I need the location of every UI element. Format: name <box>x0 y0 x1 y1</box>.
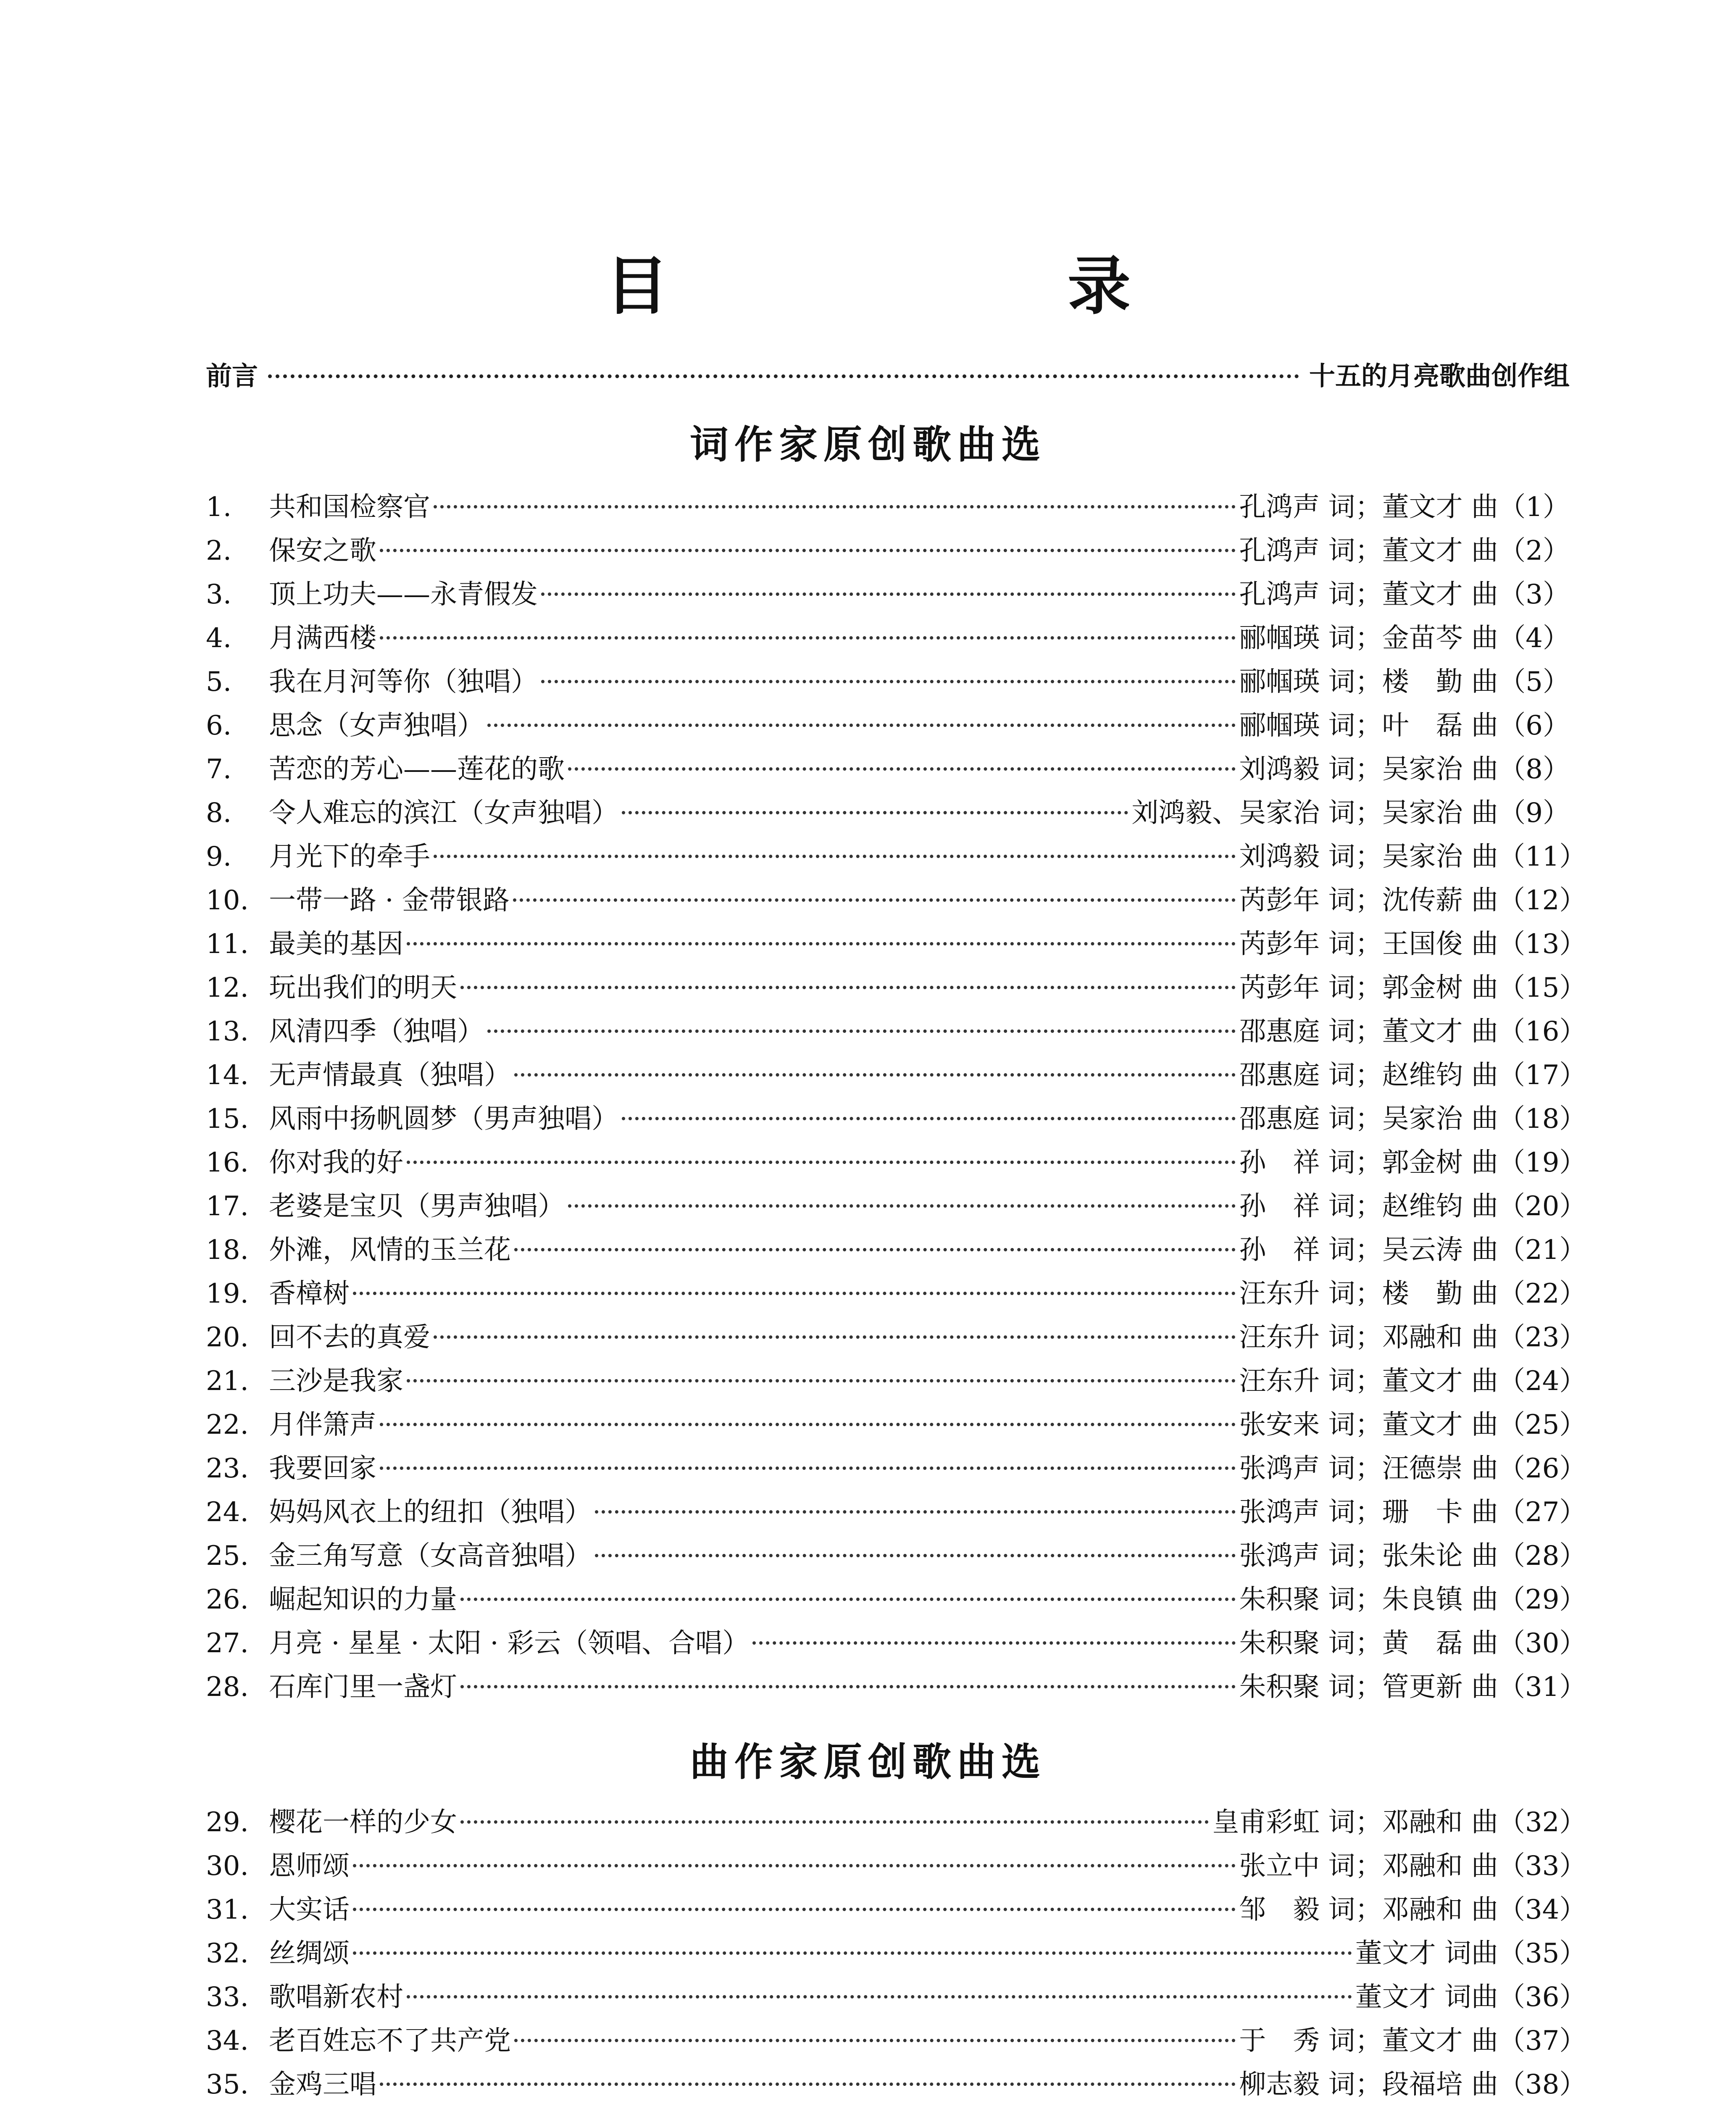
lyricist-composer-credit: 朱积聚 词；黄 磊 曲 <box>1239 1628 1498 1659</box>
entry-number: 35. <box>206 2069 249 2100</box>
dot-leader <box>407 1995 1352 1998</box>
dot-leader <box>407 1161 1236 1164</box>
entry-number: 16. <box>206 1147 249 1178</box>
page-number: （36） <box>1498 1982 1586 2013</box>
entry-number: 24. <box>206 1497 249 1528</box>
lyricist-composer-credit: 朱积聚 词；管更新 曲 <box>1239 1672 1498 1703</box>
toc-entry[interactable] <box>206 922 1586 966</box>
page-number: （33） <box>1498 1851 1586 1882</box>
toc-entry[interactable] <box>206 966 1586 1010</box>
dot-leader <box>513 898 1236 902</box>
dot-leader <box>380 549 1236 552</box>
entry-number: 19. <box>206 1278 249 1309</box>
lyricist-composer-credit: 孙 祥 词；吴云涛 曲 <box>1239 1235 1498 1266</box>
lyricist-composer-credit: 皇甫彩虹 词；邓融和 曲 <box>1212 1807 1498 1838</box>
entry-number: 7. <box>206 754 232 785</box>
entry-number: 4. <box>206 623 232 654</box>
page-number: （12） <box>1498 885 1586 916</box>
page-number: （30） <box>1498 1628 1586 1659</box>
song-title: 最美的基因 <box>269 929 403 960</box>
page-number: （35） <box>1498 1938 1586 1969</box>
song-title: 月光下的牵手 <box>269 841 430 872</box>
song-title: 石库门里一盏灯 <box>269 1672 457 1703</box>
entry-number: 13. <box>206 1016 249 1047</box>
page-number: （19） <box>1498 1147 1586 1178</box>
entry-number: 29. <box>206 1807 249 1838</box>
section-title-lyricists: 词作家原创歌曲选 <box>689 422 1046 467</box>
toc-entry[interactable] <box>206 2019 1586 2063</box>
lyricist-composer-credit: 芮彭年 词；王国俊 曲 <box>1239 929 1498 960</box>
lyricist-composer-credit: 孔鸿声 词；董文才 曲 <box>1239 492 1498 523</box>
page-number: （15） <box>1498 972 1586 1003</box>
dot-leader <box>487 724 1236 727</box>
song-title: 无声情最真（独唱） <box>269 1060 511 1091</box>
lyricist-composer-credit: 邵惠庭 词；吴家治 曲 <box>1239 1103 1498 1135</box>
toc-entry[interactable] <box>206 1578 1586 1622</box>
preface-row[interactable] <box>206 355 1570 392</box>
toc-entry[interactable] <box>206 1888 1586 1932</box>
toc-list-lyricists <box>206 485 1586 1709</box>
toc-entry[interactable] <box>206 879 1586 922</box>
dot-leader <box>460 1598 1236 1601</box>
song-title: 老百姓忘不了共产党 <box>269 2025 511 2056</box>
toc-entry[interactable] <box>206 748 1570 791</box>
song-title: 恩师颂 <box>269 1851 350 1882</box>
lyricist-composer-credit: 郦帼瑛 词；金苗芩 曲 <box>1239 623 1498 654</box>
toc-entry[interactable] <box>206 1097 1586 1141</box>
entry-number: 25. <box>206 1540 249 1572</box>
song-title: 月亮 · 星星 · 太阳 · 彩云（领唱、合唱） <box>269 1628 750 1659</box>
toc-entry[interactable] <box>206 1490 1586 1534</box>
page-number: （24） <box>1498 1366 1586 1397</box>
entry-number: 34. <box>206 2025 249 2056</box>
toc-entry[interactable] <box>206 616 1570 660</box>
page-number: （8） <box>1499 754 1570 785</box>
entry-number: 10. <box>206 885 249 916</box>
song-title: 回不去的真爱 <box>269 1322 430 1353</box>
song-title: 三沙是我家 <box>269 1366 403 1397</box>
lyricist-composer-credit: 董文才 词曲 <box>1355 1938 1498 1969</box>
dot-leader <box>752 1641 1236 1645</box>
page-number: （28） <box>1498 1540 1586 1572</box>
toc-entry[interactable] <box>206 1272 1586 1316</box>
toc-entry[interactable] <box>206 1053 1586 1097</box>
dot-leader <box>353 1864 1236 1867</box>
song-title: 思念（女声独唱） <box>269 710 484 741</box>
entry-number: 5. <box>206 666 232 698</box>
toc-entry[interactable] <box>206 1801 1586 1844</box>
page-number: （25） <box>1498 1409 1586 1440</box>
toc-entry[interactable] <box>206 1932 1586 1975</box>
lyricist-composer-credit: 柳志毅 词；段福培 曲 <box>1239 2069 1498 2100</box>
toc-entry[interactable] <box>206 835 1586 879</box>
lyricist-composer-credit: 孔鸿声 词；董文才 曲 <box>1239 535 1498 566</box>
toc-entry[interactable] <box>206 573 1570 616</box>
entry-number: 28. <box>206 1672 249 1703</box>
song-title: 崛起知识的力量 <box>269 1584 457 1615</box>
toc-entry[interactable] <box>206 1228 1586 1272</box>
page-number: （18） <box>1498 1103 1586 1135</box>
dot-leader <box>568 767 1236 771</box>
dot-leader <box>407 942 1236 945</box>
page-number: （11） <box>1498 841 1586 872</box>
song-title: 顶上功夫——永青假发 <box>269 579 538 610</box>
lyricist-composer-credit: 张安来 词；董文才 曲 <box>1239 1409 1498 1440</box>
entry-number: 6. <box>206 710 232 741</box>
dot-leader <box>595 1510 1236 1514</box>
toc-entry[interactable] <box>206 1975 1586 2019</box>
page-number: （37） <box>1498 2025 1586 2056</box>
lyricist-composer-credit: 邵惠庭 词；董文才 曲 <box>1239 1016 1498 1047</box>
lyricist-composer-credit: 邵惠庭 词；赵维钧 曲 <box>1239 1060 1498 1091</box>
entry-number: 21. <box>206 1366 249 1397</box>
song-title: 你对我的好 <box>269 1147 403 1178</box>
lyricist-composer-credit: 朱积聚 词；朱良镇 曲 <box>1239 1584 1498 1615</box>
dot-leader <box>514 1248 1236 1251</box>
lyricist-composer-credit: 刘鸿毅 词；吴家治 曲 <box>1239 754 1498 785</box>
dot-leader <box>622 811 1128 814</box>
lyricist-composer-credit: 刘鸿毅 词；吴家治 曲 <box>1239 841 1498 872</box>
lyricist-composer-credit: 孔鸿声 词；董文才 曲 <box>1239 579 1498 610</box>
lyricist-composer-credit: 郦帼瑛 词；叶 磊 曲 <box>1239 710 1498 741</box>
toc-entry[interactable] <box>206 791 1570 835</box>
page-number: （16） <box>1498 1016 1586 1047</box>
dot-leader <box>460 1820 1209 1824</box>
page-number: （6） <box>1499 710 1570 741</box>
toc-entry[interactable] <box>206 1665 1586 1709</box>
dot-leader <box>380 2083 1236 2086</box>
toc-entry[interactable] <box>206 1010 1586 1053</box>
entry-number: 26. <box>206 1584 249 1615</box>
entry-number: 33. <box>206 1982 249 2013</box>
song-title: 玩出我们的明天 <box>269 972 457 1003</box>
entry-number: 1. <box>206 492 232 523</box>
dot-leader <box>622 1117 1236 1120</box>
toc-entry[interactable] <box>206 1359 1586 1403</box>
lyricist-composer-credit: 董文才 词曲 <box>1355 1982 1498 2013</box>
page-number: （27） <box>1498 1497 1586 1528</box>
dot-leader <box>380 1466 1236 1470</box>
entry-number: 30. <box>206 1851 249 1882</box>
lyricist-composer-credit: 孙 祥 词；赵维钧 曲 <box>1239 1191 1498 1222</box>
page-number: （32） <box>1498 1807 1586 1838</box>
dot-leader <box>434 855 1236 858</box>
song-title: 丝绸颂 <box>269 1938 350 1969</box>
lyricist-composer-credit: 张立中 词；邓融和 曲 <box>1239 1851 1498 1882</box>
song-title: 共和国检察官 <box>269 492 430 523</box>
page-number: （17） <box>1498 1060 1586 1091</box>
toc-entry[interactable] <box>206 1403 1586 1447</box>
song-title: 保安之歌 <box>269 535 376 566</box>
page-number: （29） <box>1498 1584 1586 1615</box>
dot-leader <box>541 592 1236 596</box>
lyricist-composer-credit: 孙 祥 词；郭金树 曲 <box>1239 1147 1498 1178</box>
toc-entry[interactable] <box>206 1534 1586 1578</box>
lyricist-composer-credit: 汪东升 词；董文才 曲 <box>1239 1366 1498 1397</box>
toc-entry[interactable] <box>206 2063 1586 2101</box>
song-title: 香樟树 <box>269 1278 350 1309</box>
page-number: （22） <box>1498 1278 1586 1309</box>
page-title: 目 录 <box>605 250 1299 323</box>
toc-list-composers <box>206 1801 1586 2101</box>
dot-leader <box>353 1908 1236 1911</box>
toc-entry[interactable] <box>206 1447 1586 1490</box>
entry-number: 2. <box>206 535 232 566</box>
lyricist-composer-credit: 刘鸿毅、吴家治 词；吴家治 曲 <box>1131 798 1498 829</box>
song-title: 歌唱新农村 <box>269 1982 403 2013</box>
toc-entry[interactable] <box>206 529 1570 573</box>
dot-leader <box>434 1335 1236 1339</box>
lyricist-composer-credit: 邹 毅 词；邓融和 曲 <box>1239 1894 1498 1925</box>
song-title: 月满西楼 <box>269 623 376 654</box>
lyricist-composer-credit: 汪东升 词；楼 勤 曲 <box>1239 1278 1498 1309</box>
page-number: （21） <box>1498 1235 1586 1266</box>
song-title: 外滩，风情的玉兰花 <box>269 1235 511 1266</box>
entry-number: 9. <box>206 841 232 872</box>
page-number: （34） <box>1498 1894 1586 1925</box>
lyricist-composer-credit: 芮彭年 词；沈传薪 曲 <box>1239 885 1498 916</box>
dot-leader <box>407 1379 1236 1382</box>
page-number: （23） <box>1498 1322 1586 1353</box>
page-number: （20） <box>1498 1191 1586 1222</box>
lyricist-composer-credit: 郦帼瑛 词；楼 勤 曲 <box>1239 666 1498 698</box>
song-title: 老婆是宝贝（男声独唱） <box>269 1191 565 1222</box>
toc-entry[interactable] <box>206 1844 1586 1888</box>
entry-number: 18. <box>206 1235 249 1266</box>
page-number: （4） <box>1499 623 1570 654</box>
entry-number: 12. <box>206 972 249 1003</box>
dot-leader <box>380 636 1236 640</box>
page-number: （13） <box>1498 929 1586 960</box>
dot-leader <box>353 1292 1236 1295</box>
dot-leader <box>487 1029 1236 1033</box>
page-number: （9） <box>1499 798 1570 829</box>
toc-entry[interactable] <box>206 660 1570 704</box>
entry-number: 14. <box>206 1060 249 1091</box>
dot-leader <box>460 986 1236 989</box>
song-title: 妈妈风衣上的纽扣（独唱） <box>269 1497 592 1528</box>
entry-number: 3. <box>206 579 232 610</box>
song-title: 风雨中扬帆圆梦（男声独唱） <box>269 1103 618 1135</box>
song-title: 金鸡三唱 <box>269 2069 376 2100</box>
page-number: （1） <box>1499 492 1570 523</box>
lyricist-composer-credit: 于 秀 词；董文才 曲 <box>1239 2025 1498 2056</box>
toc-entry[interactable] <box>206 1622 1586 1665</box>
page-number: （5） <box>1499 666 1570 698</box>
song-title: 月伴箫声 <box>269 1409 376 1440</box>
page-number: （31） <box>1498 1672 1586 1703</box>
entry-number: 11. <box>206 929 249 960</box>
lyricist-composer-credit: 汪东升 词；邓融和 曲 <box>1239 1322 1498 1353</box>
dot-leader <box>514 1073 1236 1077</box>
entry-number: 27. <box>206 1628 249 1659</box>
entry-number: 8. <box>206 798 232 829</box>
song-title: 我在月河等你（独唱） <box>269 666 538 698</box>
song-title: 我要回家 <box>269 1453 376 1484</box>
page-number: （3） <box>1499 579 1570 610</box>
lyricist-composer-credit: 张鸿声 词；汪德崇 曲 <box>1239 1453 1498 1484</box>
entry-number: 32. <box>206 1938 249 1969</box>
dot-leader <box>595 1554 1236 1557</box>
dot-leader <box>353 1951 1352 1955</box>
song-title: 令人难忘的滨江（女声独唱） <box>269 798 618 829</box>
toc-entry[interactable] <box>206 704 1570 748</box>
song-title: 大实话 <box>269 1894 350 1925</box>
toc-entry[interactable] <box>206 485 1570 529</box>
song-title: 苦恋的芳心——莲花的歌 <box>269 754 565 785</box>
dot-leader <box>568 1204 1236 1208</box>
lyricist-composer-credit: 张鸿声 词；珊 卡 曲 <box>1239 1497 1498 1528</box>
entry-number: 17. <box>206 1191 249 1222</box>
toc-entry[interactable] <box>206 1185 1586 1228</box>
lyricist-composer-credit: 张鸿声 词；张朱论 曲 <box>1239 1540 1498 1572</box>
section-title-composers: 曲作家原创歌曲选 <box>689 1740 1046 1785</box>
page-number: （26） <box>1498 1453 1586 1484</box>
dot-leader <box>434 505 1236 508</box>
song-title: 风清四季（独唱） <box>269 1016 484 1047</box>
dot-leader <box>514 2039 1236 2042</box>
lyricist-composer-credit: 芮彭年 词；郭金树 曲 <box>1239 972 1498 1003</box>
dot-leader <box>460 1685 1236 1688</box>
song-title: 樱花一样的少女 <box>269 1807 457 1838</box>
toc-entry[interactable] <box>206 1316 1586 1359</box>
entry-number: 20. <box>206 1322 249 1353</box>
preface-author: 十五的月亮歌曲创作组 <box>1309 361 1570 391</box>
page-number: （2） <box>1499 535 1570 566</box>
entry-number: 23. <box>206 1453 249 1484</box>
dot-leader <box>268 374 1299 378</box>
dot-leader <box>541 680 1236 683</box>
preface-label: 前言 <box>206 361 258 391</box>
entry-number: 22. <box>206 1409 249 1440</box>
dot-leader <box>380 1423 1236 1426</box>
song-title: 金三角写意（女高音独唱） <box>269 1540 592 1572</box>
entry-number: 15. <box>206 1103 249 1135</box>
toc-entry[interactable] <box>206 1141 1586 1185</box>
song-title: 一带一路 · 金带银路 <box>269 885 510 916</box>
entry-number: 31. <box>206 1894 249 1925</box>
page-number: （38） <box>1498 2069 1586 2100</box>
